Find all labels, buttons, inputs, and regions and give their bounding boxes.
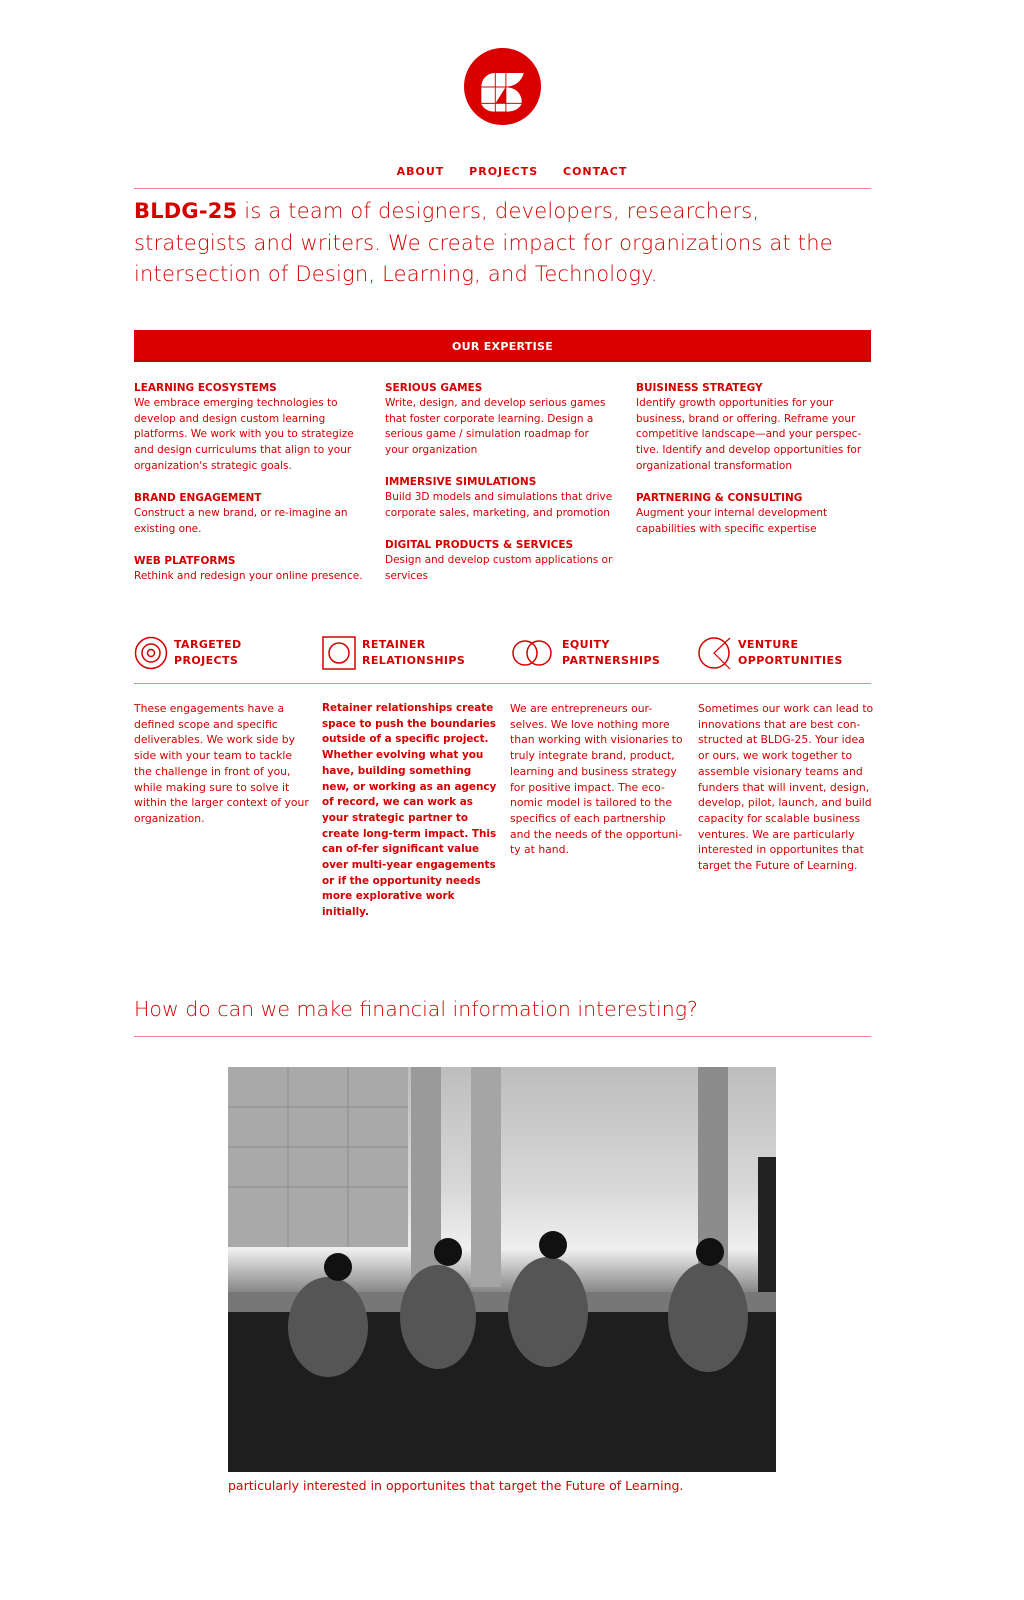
expertise-title: PARTNERING & CONSULTING [636,492,803,505]
expertise-item [385,380,615,459]
expertise-header: OUR EXPERTISE [134,330,871,362]
project-question: How do can we make financial information interesting? [134,997,698,1021]
engagement-title: EQUITY PARTNERSHIPS [562,638,661,667]
overlapping-circles-icon [510,636,556,670]
engagement-title: TARGETED PROJECTS [174,638,242,667]
expertise-item [385,474,615,521]
engagement-column [322,630,500,921]
expertise-body: Rethink and redesign your online presence. [134,569,363,582]
expertise-column [134,380,364,600]
divider [134,188,871,189]
expertise-title: LEARNING ECOSYSTEMS [134,382,277,394]
engagement-header [698,630,876,676]
expertise-body: Construct a new brand, or re-imagine an existing one. [134,507,348,535]
engagement-body: Retainer relationships create space to push the boundaries outside of a specific project. Whether evolving what you have, building something new, or working as an agency of record, we can work as your strategic partner to create long-term impact. This can of-fer significant value over multi-year engagements or if the opportunity needs more explorative work initially. [322,702,497,919]
target-icon [134,636,168,670]
engagement-body: Sometimes our work can lead to innovations that are best con-structed at BLDG-25. Your idea or ours, we work together to assemble visionary teams and funders that will invent, design, develop, pilot, launch, and build capacity for scalable business ventures. We are particularly interested in opportunites that target the Future of Learning. [698,702,874,873]
engagement-body: We are entrepreneurs our-selves. We love nothing more than working with visionaries to truly integrate brand, product, learning and business strategy for positive impact. The eco-nomic model is tailored to the specifics of each partnership and the needs of the opportuni-ty at hand. [510,702,683,857]
expertise-item [134,553,364,585]
engagement-body: These engagements have a defined scope and specific deliverables. We work side by side with your team to tackle the challenge in front of you, while making sure to solve it within the larger context of your organization. [134,702,309,825]
expertise-item [134,490,364,537]
project-photo [228,1067,776,1472]
expertise-title: BUISINESS STRATEGY [636,382,763,394]
nav-about[interactable]: ABOUT [396,165,445,178]
expertise-title: DIGITAL PRODUCTS & SERVICES [385,539,574,552]
bldg25-logo[interactable] [464,48,541,125]
engagement-column [134,630,312,827]
main-nav [0,165,1024,178]
engagement-header [134,630,312,676]
expertise-body: Identify growth opportunities for your business, brand or offering. Reframe your competitive landscape—and your perspec-tive. Identify and develop opportunities for organizational transformation [636,397,862,472]
expertise-title: SERIOUS GAMES [385,382,483,394]
engagement-header [322,630,500,676]
intro-body: is a team of designers, developers, researchers, strategists and writers. We create impact for organizations at the intersection of Design, Learning, and Technology. [134,199,833,286]
expertise-item [636,380,866,475]
intro-text [134,196,871,291]
divider [134,1036,871,1037]
expertise-body: Write, design, and develop serious games that foster corporate learning. Design a serious game / simulation roadmap for your organization [385,397,606,457]
engagement-title: RETAINER RELATIONSHIPS [362,638,466,667]
engagement-header [510,630,688,676]
engagement-column [510,630,688,858]
expertise-title: IMMERSIVE SIMULATIONS [385,476,537,489]
brand-name: BLDG-25 [134,199,238,223]
nav-projects[interactable]: PROJECTS [469,165,539,178]
expertise-body: Augment your internal development capabilities with specific expertise [636,507,828,535]
expertise-column [385,380,615,600]
square-circle-icon [322,636,356,670]
venture-circle-icon [698,636,732,670]
expertise-item [636,490,866,537]
expertise-item [134,380,364,475]
photo-caption: particularly interested in opportunites that target the Future of Learning. [228,1478,684,1493]
expertise-title: WEB PLATFORMS [134,554,236,567]
expertise-body: Design and develop custom applications or services [385,554,613,582]
expertise-column [636,380,866,553]
expertise-item [385,537,615,584]
nav-contact[interactable]: CONTACT [563,165,628,178]
expertise-body: Build 3D models and simulations that drive corporate sales, marketing, and promotion [385,491,613,520]
expertise-body: We embrace emerging technologies to develop and design custom learning platforms. We work with you to strategize and design curriculums that align to your organization's strategic goals. [134,397,354,472]
engagement-title: VENTURE OPPORTUNITIES [738,638,843,667]
engagement-column [698,630,876,874]
expertise-title: BRAND ENGAGEMENT [134,492,262,505]
